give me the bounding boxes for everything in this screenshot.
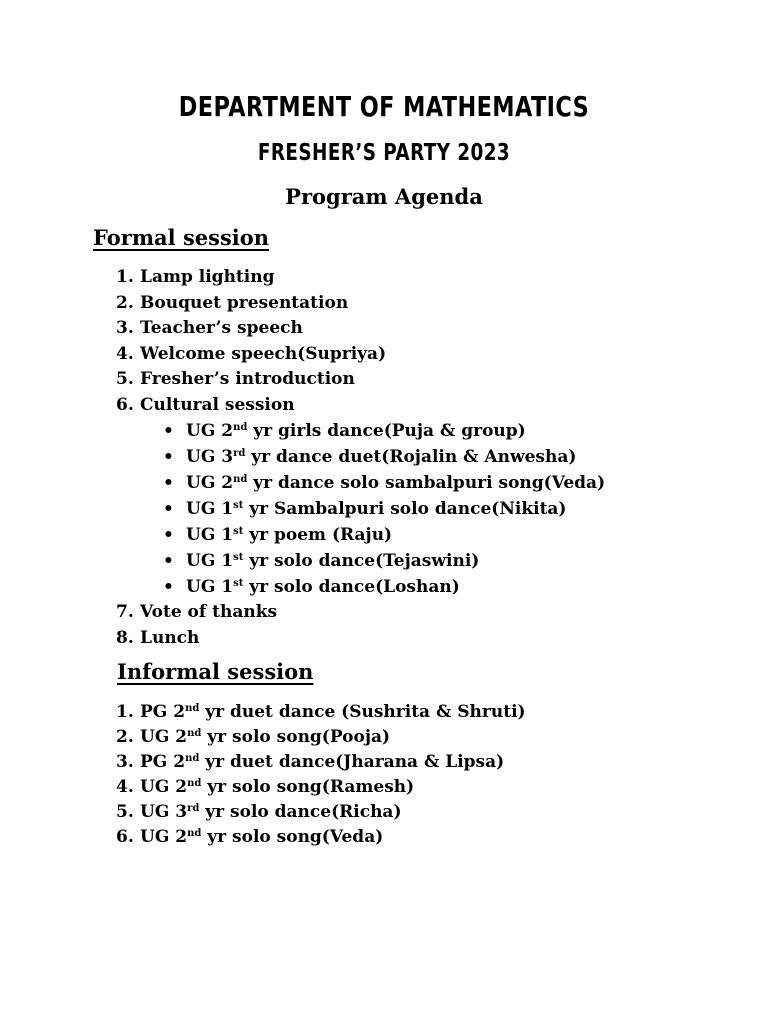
item-text: yr Sambalpuri solo dance(Nikita) <box>243 499 567 519</box>
list-item <box>116 342 605 368</box>
ordinal-suffix: rd <box>187 803 200 814</box>
item-number: 6. <box>116 394 134 415</box>
bullet-icon: • <box>163 525 174 545</box>
item-number: 4. <box>116 777 134 797</box>
item-text: Fresher’s introduction <box>140 369 355 389</box>
ordinal-suffix: st <box>233 552 244 563</box>
list-item <box>116 291 605 317</box>
item-text: UG 2 <box>140 727 188 747</box>
item-text: UG 1 <box>186 551 234 571</box>
cultural-item <box>160 548 605 574</box>
agenda-title: Program Agenda <box>285 184 483 209</box>
item-text: yr solo dance(Richa) <box>199 802 402 822</box>
list-item <box>116 800 526 825</box>
item-text: UG 1 <box>186 525 234 545</box>
ordinal-suffix: st <box>233 500 244 511</box>
item-number: 1. <box>116 267 134 287</box>
item-text: yr solo song(Veda) <box>201 827 384 847</box>
item-text: Lunch <box>140 627 200 648</box>
item-text: Lamp lighting <box>140 267 275 287</box>
formal-session-list <box>116 265 605 651</box>
item-text: UG 3 <box>140 802 188 822</box>
informal-session-heading: Informal session <box>117 659 314 684</box>
list-item <box>116 626 605 652</box>
item-text: yr girls dance(Puja & group) <box>247 421 526 441</box>
item-text: UG 2 <box>186 421 234 441</box>
item-number: 3. <box>116 752 134 772</box>
cultural-item <box>160 418 605 444</box>
ordinal-suffix: nd <box>233 422 248 433</box>
informal-session-list <box>116 700 526 850</box>
item-text: UG 1 <box>186 499 234 519</box>
item-number: 6. <box>116 827 134 847</box>
item-text: yr dance duet(Rojalin & Anwesha) <box>245 447 577 467</box>
item-number: 5. <box>116 369 134 389</box>
item-text: yr duet dance (Sushrita & Shruti) <box>199 702 526 722</box>
item-number: 1. <box>116 702 134 722</box>
item-number: 2. <box>116 292 134 313</box>
cultural-item <box>160 470 605 496</box>
list-item <box>116 825 526 850</box>
bullet-icon: • <box>163 499 174 519</box>
item-text: Teacher’s speech <box>140 318 303 338</box>
cultural-item <box>160 522 605 548</box>
ordinal-suffix: nd <box>233 474 248 485</box>
item-text: Cultural session <box>140 394 295 415</box>
item-text: UG 2 <box>140 777 188 797</box>
item-number: 5. <box>116 802 134 822</box>
item-number: 2. <box>116 727 134 747</box>
list-item <box>116 750 526 775</box>
item-text: yr solo song(Pooja) <box>201 727 391 747</box>
ordinal-suffix: st <box>233 526 244 537</box>
ordinal-suffix: st <box>233 578 244 589</box>
item-text: UG 2 <box>140 827 188 847</box>
item-number: 7. <box>116 602 134 622</box>
formal-session-heading: Formal session <box>93 225 270 250</box>
item-text: yr solo dance(Tejaswini) <box>243 551 480 571</box>
cultural-item <box>160 496 605 522</box>
list-item <box>116 393 605 601</box>
list-item <box>116 700 526 725</box>
list-item <box>116 775 526 800</box>
ordinal-suffix: nd <box>187 828 202 839</box>
item-text: yr solo dance(Loshan) <box>243 577 460 597</box>
item-text: yr solo song(Ramesh) <box>201 777 415 797</box>
department-title: DEPARTMENT OF MATHEMATICS <box>178 90 590 123</box>
item-text: PG 2 <box>140 752 186 772</box>
item-text: yr dance solo sambalpuri song(Veda) <box>247 473 606 493</box>
list-item <box>116 265 605 291</box>
list-item <box>116 600 605 626</box>
item-number: 4. <box>116 343 134 364</box>
event-title: FRESHER’S PARTY 2023 <box>257 140 511 166</box>
item-text: yr duet dance(Jharana & Lipsa) <box>199 752 505 772</box>
item-text: Vote of thanks <box>140 602 278 622</box>
item-number: 3. <box>116 318 134 338</box>
list-item <box>116 316 605 342</box>
item-text: UG 2 <box>186 473 234 493</box>
ordinal-suffix: rd <box>233 448 246 459</box>
list-item <box>116 725 526 750</box>
ordinal-suffix: nd <box>187 778 202 789</box>
cultural-item <box>160 574 605 600</box>
item-text: Welcome speech(Supriya) <box>140 343 387 364</box>
item-text: UG 3 <box>186 447 234 467</box>
item-text: yr poem (Raju) <box>243 525 393 545</box>
bullet-icon: • <box>163 577 174 597</box>
item-text: Bouquet presentation <box>140 292 349 313</box>
cultural-session-list <box>116 418 605 600</box>
item-number: 8. <box>116 627 134 648</box>
list-item <box>116 367 605 393</box>
ordinal-suffix: nd <box>185 753 200 764</box>
item-text: UG 1 <box>186 577 234 597</box>
bullet-icon: • <box>163 551 174 571</box>
ordinal-suffix: nd <box>185 703 200 714</box>
bullet-icon: • <box>163 421 174 441</box>
cultural-item <box>160 444 605 470</box>
item-text: PG 2 <box>140 702 186 722</box>
ordinal-suffix: nd <box>187 728 202 739</box>
bullet-icon: • <box>163 447 174 467</box>
bullet-icon: • <box>163 473 174 493</box>
